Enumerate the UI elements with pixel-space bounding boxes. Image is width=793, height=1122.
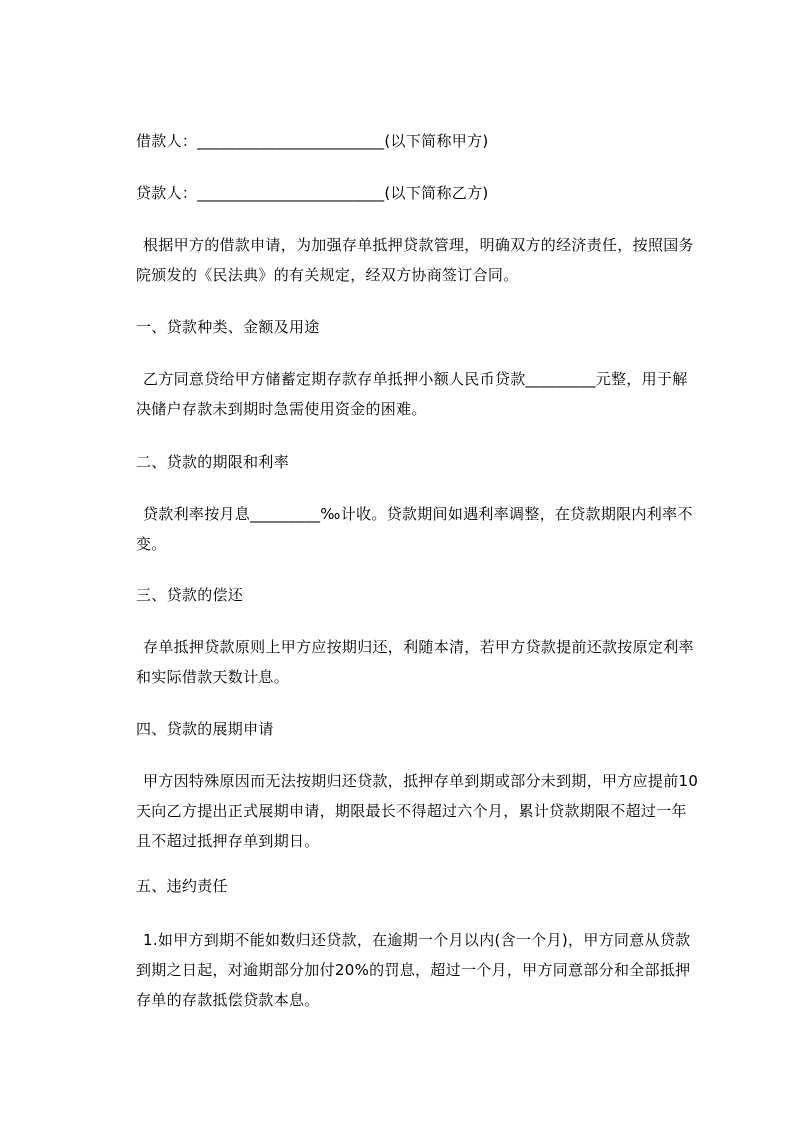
section4-title: 四、贷款的展期申请 bbox=[136, 720, 274, 738]
section2-title: 二、贷款的期限和利率 bbox=[136, 453, 290, 471]
section5-item-1: 1.如甲方到期不能如数归还贷款，在逾期一个月以内(含一个月)，甲方同意从贷款到期之日起，对逾期部分加付20%的罚息，超过一个月，甲方同意部分和全部抵押存单的存款抵偿贷款本息。 bbox=[136, 931, 691, 1009]
section5-title: 五、违约责任 bbox=[136, 877, 228, 895]
section2-body: 贷款利率按月息_________‰计收。贷款期间如遇利率调整，在贷款期限内利率不变。 bbox=[136, 505, 693, 553]
borrower-line: 借款人：________________________(以下简称甲方) bbox=[136, 132, 489, 150]
section3-body: 存单抵押贷款原则上甲方应按期归还，利随本清，若甲方贷款提前还款按原定利率和实际借款天数计息。 bbox=[136, 638, 694, 686]
intro-paragraph: 根据甲方的借款申请，为加强存单抵押贷款管理，明确双方的经济责任，按照国务院颁发的《民法典》的有关规定，经双方协商签订合同。 bbox=[136, 236, 694, 284]
section3-title: 三、贷款的偿还 bbox=[136, 586, 244, 604]
section1-title: 一、贷款种类、金额及用途 bbox=[136, 318, 320, 336]
section1-body: 乙方同意贷给甲方储蓄定期存款存单抵押小额人民币贷款_________元整，用于解决储户存款未到期时急需使用资金的困难。 bbox=[136, 370, 688, 418]
lender-line: 贷款人：________________________(以下简称乙方) bbox=[136, 184, 489, 202]
section4-body: 甲方因特殊原因而无法按期归还贷款，抵押存单到期或部分未到期，甲方应提前10天向乙方提出正式展期申请，期限最长不得超过六个月，累计贷款期限不超过一年且不超过抵押存单到期日。 bbox=[136, 772, 699, 850]
